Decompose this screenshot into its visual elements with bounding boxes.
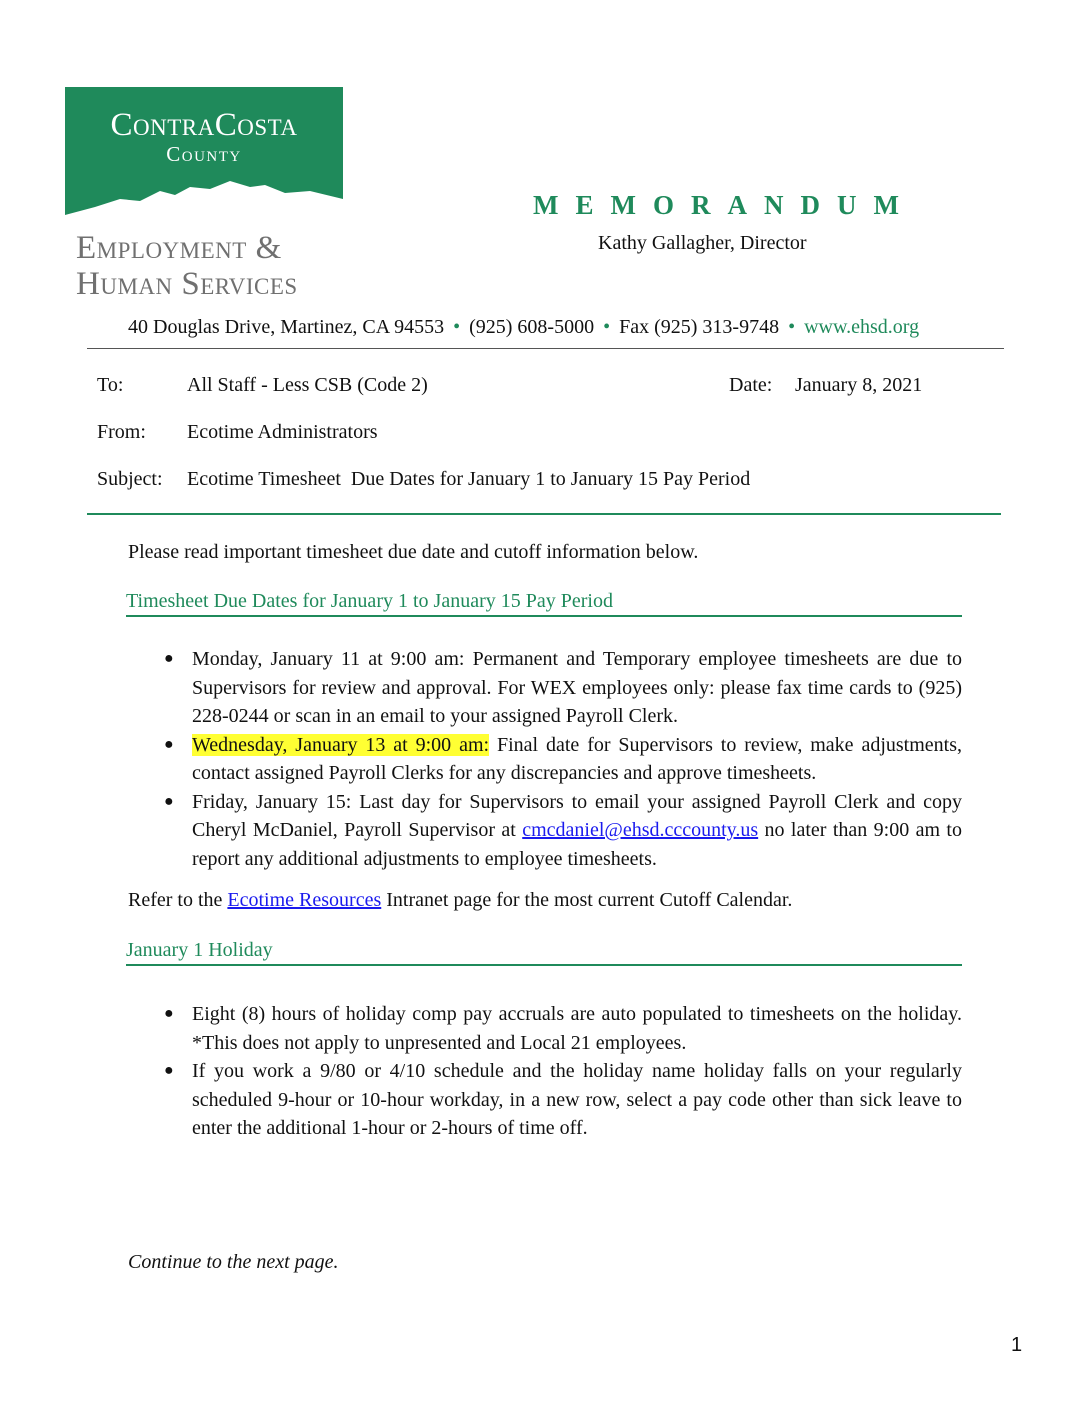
divider <box>87 348 1004 349</box>
bullet-text: If you work a 9/80 or 4/10 schedule and the holiday name holiday falls on your regularly scheduled 9-hour or 10-hour workday, in a new row, select a pay code other than sick leave to enter the additional 1-hour or 2-hours of time off. <box>192 1060 962 1139</box>
bullet-icon: ● <box>164 1062 174 1079</box>
bullet-text: Eight (8) hours of holiday comp pay accruals are auto populated to timesheets on the holiday. *This does not apply to unpresented and Local 21 employees. <box>192 1003 962 1054</box>
list-item <box>128 1057 962 1143</box>
intro-text: Please read important timesheet due date and cutoff information below. <box>128 541 699 563</box>
due-dates-list <box>128 645 962 873</box>
address-line <box>128 316 919 339</box>
list-item <box>128 788 962 874</box>
date-label: Date: <box>729 374 773 396</box>
bullet-text: Monday, January 11 at 9:00 am: Permanent and Temporary employee timesheets are due to Supervisors for review and approval. For WEX employees only: please fax time cards to (925) 228-0244 or scan in an email to your assigned Payroll Clerk. <box>192 648 962 727</box>
separator-dot: • <box>788 316 796 338</box>
date-value: January 8, 2021 <box>795 374 923 396</box>
section-heading-due-dates: Timesheet Due Dates for January 1 to January 15 Pay Period <box>126 590 962 617</box>
to-label: To: <box>97 374 124 396</box>
refer-end: Intranet page for the most current Cutoff Calendar. <box>381 889 793 911</box>
website-link[interactable]: www.ehsd.org <box>804 316 920 338</box>
separator-dot: • <box>603 316 611 338</box>
bullet-icon: ● <box>164 1005 174 1022</box>
phone-number: (925) 608-5000 <box>469 316 595 338</box>
bullet-icon: ● <box>164 792 174 810</box>
bullet-text: no later than 9:00 am to report any additional adjustments to employee timesheets. <box>192 819 962 870</box>
bullet-text: Final date for Supervisors to review, make adjustments, contact assigned Payroll Clerks for any discrepancies and approve timesheets. <box>192 733 962 784</box>
from-value: Ecotime Administrators <box>187 421 378 443</box>
subject-label: Subject: <box>97 468 163 490</box>
email-link[interactable]: cmcdaniel@ehsd.cccounty.us <box>522 819 759 841</box>
separator-dot: • <box>453 316 461 338</box>
section-heading-holiday: January 1 Holiday <box>126 939 962 966</box>
logo-line-human-services: Human Services <box>76 266 298 302</box>
memo-title: MEMORANDUM <box>533 190 916 220</box>
to-value: All Staff - Less CSB (Code 2) <box>187 374 428 396</box>
director-line: Kathy Gallagher, Director <box>598 232 807 254</box>
from-label: From: <box>97 421 146 443</box>
logo-subtitle <box>76 230 298 302</box>
ecotime-resources-link[interactable]: Ecotime Resources <box>227 889 382 911</box>
highlighted-date: Wednesday, January 13 at 9:00 am: <box>192 733 490 756</box>
street-address: 40 Douglas Drive, Martinez, CA 94553 <box>128 316 445 338</box>
bullet-text: Friday, January 15: Last day for Supervisors to email your assigned Payroll Clerk and copy Cheryl McDaniel, Payroll Supervisor at <box>192 790 962 841</box>
refer-start: Refer to the <box>128 889 228 911</box>
logo-line-employment: Employment & <box>76 230 282 266</box>
list-item <box>128 731 962 788</box>
fax-number: Fax (925) 313-9748 <box>619 316 780 338</box>
subject-value: Ecotime Timesheet Due Dates for January 1 to January 15 Pay Period <box>187 468 751 490</box>
refer-text <box>128 889 792 912</box>
logo-line-county: County <box>166 142 242 166</box>
continue-note: Continue to the next page. <box>128 1251 339 1273</box>
logo-line-contracosta: ContraCosta <box>110 107 298 143</box>
holiday-list <box>128 1000 962 1143</box>
divider <box>87 513 1001 515</box>
page-number: 1 <box>1011 1334 1023 1356</box>
list-item <box>128 645 962 731</box>
bullet-icon: ● <box>164 650 174 667</box>
agency-logo <box>65 87 343 227</box>
mountain-icon <box>65 177 343 227</box>
list-item <box>128 1000 962 1057</box>
bullet-icon: ● <box>164 735 174 753</box>
